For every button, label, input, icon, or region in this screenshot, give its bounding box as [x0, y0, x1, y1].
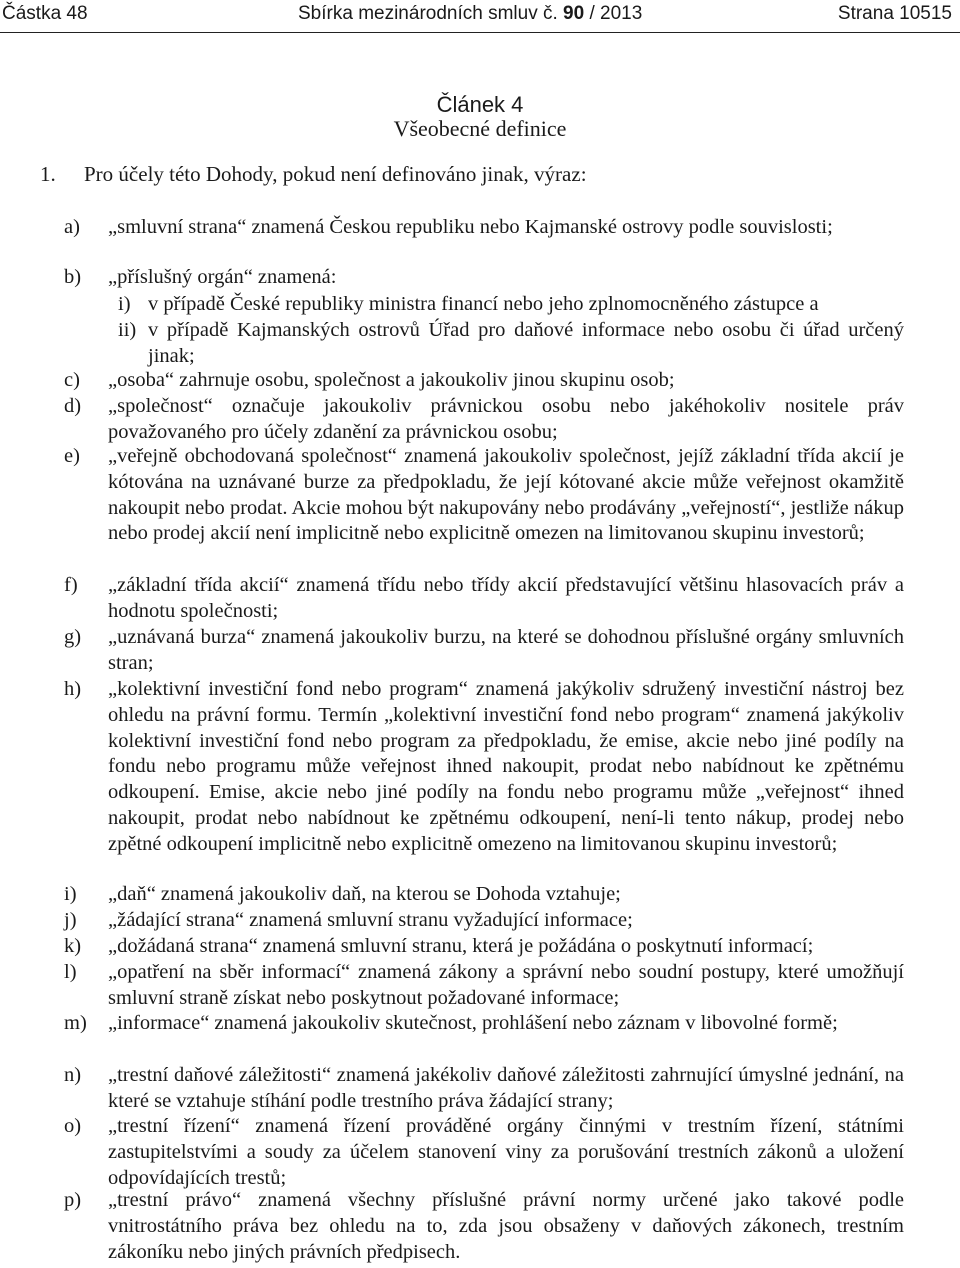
definition-text: „společnost“ označuje jakoukoliv právnickou osobu nebo jakéhokoliv nositele práv považovaného pro účely zdanění za právnickou osobu;: [108, 395, 904, 443]
page-header: [0, 0, 960, 34]
header-divider: [0, 32, 960, 33]
definition-text: „příslušný orgán“ znamená:: [108, 266, 337, 288]
definition-label: l): [64, 961, 77, 983]
definition-text: „dožádaná strana“ znamená smluvní stranu, která je požádána o poskytnutí informací;: [108, 935, 814, 957]
definition-label: a): [64, 216, 80, 238]
article-number: Článek 4: [436, 92, 524, 117]
intro-number: 1.: [40, 162, 56, 186]
definition-text: „žádající strana“ znamená smluvní stranu vyžadující informace;: [108, 909, 633, 931]
definition-item: [64, 882, 904, 908]
definition-label: p): [64, 1189, 82, 1211]
definition-item: [64, 215, 904, 241]
definition-label: j): [64, 909, 77, 931]
definition-text: „kolektivní investiční fond nebo program“ znamená jakýkoliv sdružený investiční nástroj bez ohledu na právní formu. Termín „kolektivní investiční fond nebo program“ znamená jakýkoliv kolektivní investiční fond nebo program za předpokladu, že emise, akcie nebo jiné podíly na fondu nebo programu může veřejnost ihned nakoupit, prodat nebo nabídnout ke zpětnému odkoupení. Emise, akcie nebo jiné podíly na fondu nebo programu může „veřejnost“ ihned nakoupit, prodat nebo nabídnout ke zpětnému odkoupení, není-li tento nákup, prodej nebo zpětné odkoupení implicitně nebo explicitně omezeno na limitovanou skupinu investorů;: [108, 678, 904, 855]
definition-label: c): [64, 369, 80, 391]
definition-item: [64, 573, 904, 625]
subdefinition-item: [118, 318, 904, 370]
definition-label: n): [64, 1064, 82, 1086]
definition-label: d): [64, 395, 82, 417]
definition-item: [64, 368, 904, 394]
definition-text: „opatření na sběr informací“ znamená zákony a správní nebo soudní postupy, které umožňují smluvní straně získat nebo poskytnout požadované informace;: [108, 961, 904, 1009]
part-number: Částka 48: [2, 3, 88, 24]
definition-text: „uznávaná burza“ znamená jakoukoliv burzu, na které se dohodnou příslušné orgány smluvních stran;: [108, 626, 904, 674]
subdefinition-text: v případě České republiky ministra financí nebo jeho zplnomocněného zástupce a: [148, 293, 819, 315]
definition-item: [64, 960, 904, 1012]
definition-item: [64, 677, 904, 858]
definition-text: „veřejně obchodovaná společnost“ znamená jakoukoliv společnost, jejíž základní třída akcií je kótována na uznávané burze za předpokladu, že její kótované akcie může veřejnost okamžitě nakoupit nebo prodat. Akcie mohou být nakupovány nebo prodávány „veřejností“, jestliže nákup nebo prodej akcií není implicitně nebo explicitně omezen na limitovanou skupinu investorů;: [108, 445, 904, 545]
subdefinition-item: [118, 292, 904, 318]
article-heading: Všeobecné definice: [393, 116, 567, 141]
definition-text: „trestní právo“ znamená všechny příslušné právní normy určené jako takové podle vnitrostátního práva bez ohledu na to, zda jsou obsaženy v daňových zákonech, trestním zákoníku nebo jiných právních předpisech.: [108, 1189, 904, 1263]
intro-paragraph: [40, 162, 587, 187]
definition-item: [64, 934, 904, 960]
subdefinition-text: v případě Kajmanských ostrovů Úřad pro daňové informace nebo osobu či úřad určený jinak;: [148, 319, 904, 367]
definition-label: b): [64, 266, 82, 288]
definition-item: [64, 265, 904, 291]
definition-text: „osoba“ zahrnuje osobu, společnost a jakoukoliv jinou skupinu osob;: [108, 369, 675, 391]
definition-label: f): [64, 574, 78, 596]
definition-item: [64, 908, 904, 934]
subdefinition-label: i): [118, 293, 131, 315]
collection-title: [298, 3, 642, 25]
definition-text: „trestní daňové záležitosti“ znamená jakékoliv daňové záležitosti zahrnující úmyslné jednání, na které se vztahuje stíhání podle trestního práva žádající strany;: [108, 1064, 904, 1112]
definition-item: [64, 1114, 904, 1191]
definition-label: e): [64, 445, 80, 467]
definition-label: m): [64, 1012, 87, 1034]
definition-text: „informace“ znamená jakoukoliv skutečnost, prohlášení nebo záznam v libovolné formě;: [108, 1012, 838, 1034]
definition-text: „trestní řízení“ znamená řízení prováděné orgány činnými v trestním řízení, státními zastupitelstvími a soudy za účelem stanovení viny za porušování trestních zákonů a uložení odpovídajících trestů;: [108, 1115, 904, 1189]
definition-label: o): [64, 1115, 82, 1137]
collection-year: / 2013: [589, 3, 643, 24]
intro-text: Pro účely této Dohody, pokud není definováno jinak, výraz:: [84, 162, 587, 186]
definition-label: i): [64, 883, 77, 905]
definition-text: „základní třída akcií“ znamená třídu nebo třídy akcií představující většinu hlasovacích práv a hodnotu společnosti;: [108, 574, 904, 622]
definition-item: [64, 1011, 904, 1037]
definition-item: [64, 1188, 904, 1265]
definition-item: [64, 394, 904, 446]
collection-title-prefix: Sbírka mezinárodních smluv č.: [298, 3, 558, 24]
definition-item: [64, 444, 904, 547]
collection-issue-number: 90: [563, 3, 585, 24]
definition-label: h): [64, 678, 82, 700]
definition-text: „daň“ znamená jakoukoliv daň, na kterou se Dohoda vztahuje;: [108, 883, 621, 905]
definition-item: [64, 1063, 904, 1115]
definition-label: k): [64, 935, 82, 957]
definition-item: [64, 625, 904, 677]
page-number: Strana 10515: [837, 3, 952, 24]
definition-label: g): [64, 626, 82, 648]
definition-text: „smluvní strana“ znamená Českou republiku nebo Kajmanské ostrovy podle souvislosti;: [108, 216, 833, 238]
subdefinition-label: ii): [118, 319, 137, 341]
